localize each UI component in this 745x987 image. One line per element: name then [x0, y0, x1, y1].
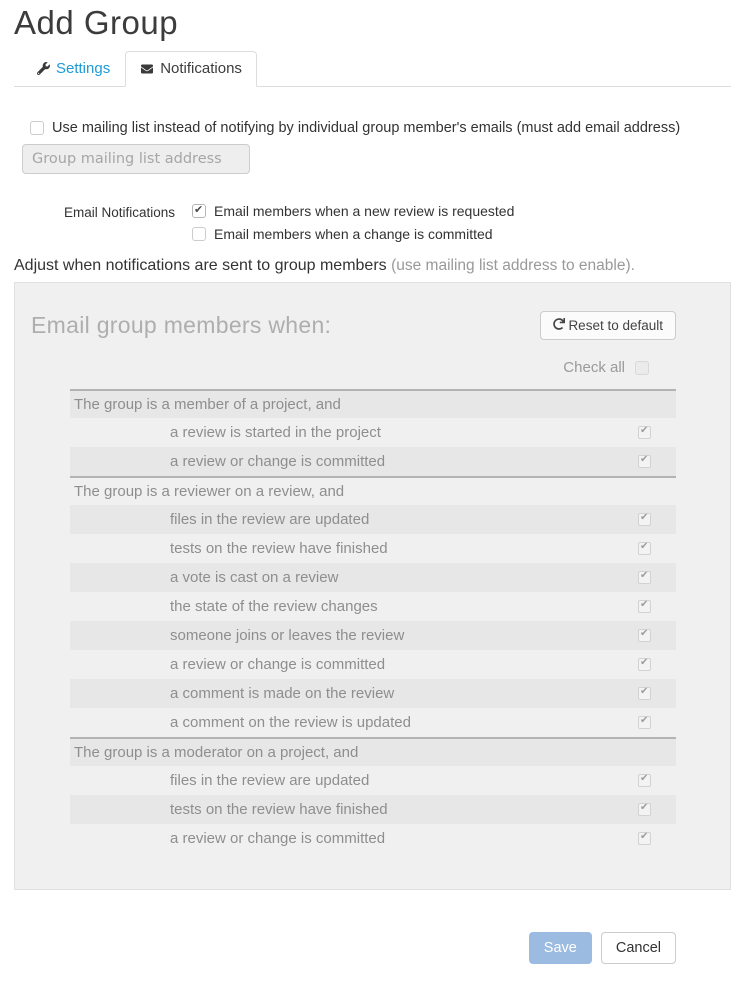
row-checkbox [638, 513, 651, 526]
group-header-row [70, 737, 676, 766]
row-checkbox [638, 658, 651, 671]
tab-settings[interactable] [22, 51, 125, 87]
mailing-list-address-input[interactable] [22, 144, 250, 174]
row-checkbox [638, 600, 651, 613]
notification-row [70, 824, 676, 853]
tab-notifications-label: Notifications [160, 60, 242, 77]
row-checkbox [638, 455, 651, 468]
notify-change-committed-label: Email members when a change is committed [214, 226, 493, 242]
notification-row-label: a comment on the review is updated [170, 714, 411, 731]
row-checkbox [638, 832, 651, 845]
adjust-note-hint: (use mailing list address to enable). [391, 257, 635, 274]
notification-row-label: files in the review are updated [170, 511, 370, 528]
cancel-button[interactable]: Cancel [601, 932, 676, 964]
notify-new-review-label: Email members when a new review is requested [214, 203, 515, 219]
check-all-row [31, 359, 714, 376]
page-title: Add Group [14, 4, 179, 41]
email-notifications-group [14, 203, 731, 242]
use-mailing-list-label: Use mailing list instead of notifying by individual group member's emails (must add email address) [52, 120, 681, 136]
adjust-note [14, 257, 731, 275]
wrench-icon [37, 62, 50, 75]
notify-new-review-option [192, 203, 514, 219]
tab-notifications[interactable] [125, 51, 257, 87]
notification-row-label: someone joins or leaves the review [170, 627, 405, 644]
adjust-note-main: Adjust when notifications are sent to group members [14, 257, 387, 274]
notification-row-label: a vote is cast on a review [170, 569, 339, 586]
use-mailing-list-checkbox[interactable] [30, 121, 44, 135]
notification-settings-panel [14, 282, 731, 890]
notification-row-label: files in the review are updated [170, 772, 370, 789]
refresh-icon [553, 318, 565, 333]
notification-row [70, 708, 676, 737]
form-actions [14, 932, 731, 964]
row-checkbox [638, 426, 651, 439]
panel-header [31, 311, 714, 340]
notification-row-label: a comment is made on the review [170, 685, 395, 702]
notification-row [70, 418, 676, 447]
group-header-row [70, 389, 676, 418]
notify-new-review-checkbox[interactable] [192, 204, 206, 218]
notification-row-label: the state of the review changes [170, 598, 378, 615]
row-checkbox [638, 542, 651, 555]
notification-row [70, 505, 676, 534]
envelope-icon [140, 63, 154, 75]
row-checkbox [638, 774, 651, 787]
notification-row [70, 766, 676, 795]
check-all-checkbox [635, 361, 649, 375]
reset-to-default-label: Reset to default [568, 318, 663, 333]
group-header-label: The group is a reviewer on a review, and [74, 483, 345, 500]
group-header-row [70, 476, 676, 505]
notification-row-label: a review or change is committed [170, 830, 386, 847]
email-notifications-label: Email Notifications [63, 205, 175, 220]
notification-row [70, 592, 676, 621]
notify-change-committed-option [192, 226, 514, 242]
panel-title: Email group members when: [31, 312, 332, 338]
notification-row [70, 563, 676, 592]
use-mailing-list-row [30, 120, 731, 136]
notification-table [70, 389, 676, 853]
tab-bar [14, 51, 731, 87]
reset-to-default-button[interactable] [540, 311, 676, 340]
notification-row [70, 679, 676, 708]
group-header-label: The group is a member of a project, and [74, 396, 341, 413]
group-header-label: The group is a moderator on a project, and [74, 744, 359, 761]
save-button[interactable]: Save [529, 932, 592, 964]
row-checkbox [638, 629, 651, 642]
notification-row-label: a review or change is committed [170, 453, 386, 470]
row-checkbox [638, 716, 651, 729]
notification-row-label: tests on the review have finished [170, 801, 388, 818]
tab-settings-label: Settings [56, 60, 111, 77]
notification-row [70, 650, 676, 679]
notify-change-committed-checkbox[interactable] [192, 227, 206, 241]
row-checkbox [638, 687, 651, 700]
notification-row [70, 621, 676, 650]
notification-row-label: tests on the review have finished [170, 540, 388, 557]
notification-row-label: a review is started in the project [170, 424, 381, 441]
notification-row [70, 795, 676, 824]
row-checkbox [638, 571, 651, 584]
row-checkbox [638, 803, 651, 816]
notification-row-label: a review or change is committed [170, 656, 386, 673]
notification-row [70, 534, 676, 563]
check-all-label: Check all [563, 359, 625, 376]
notification-row [70, 447, 676, 476]
